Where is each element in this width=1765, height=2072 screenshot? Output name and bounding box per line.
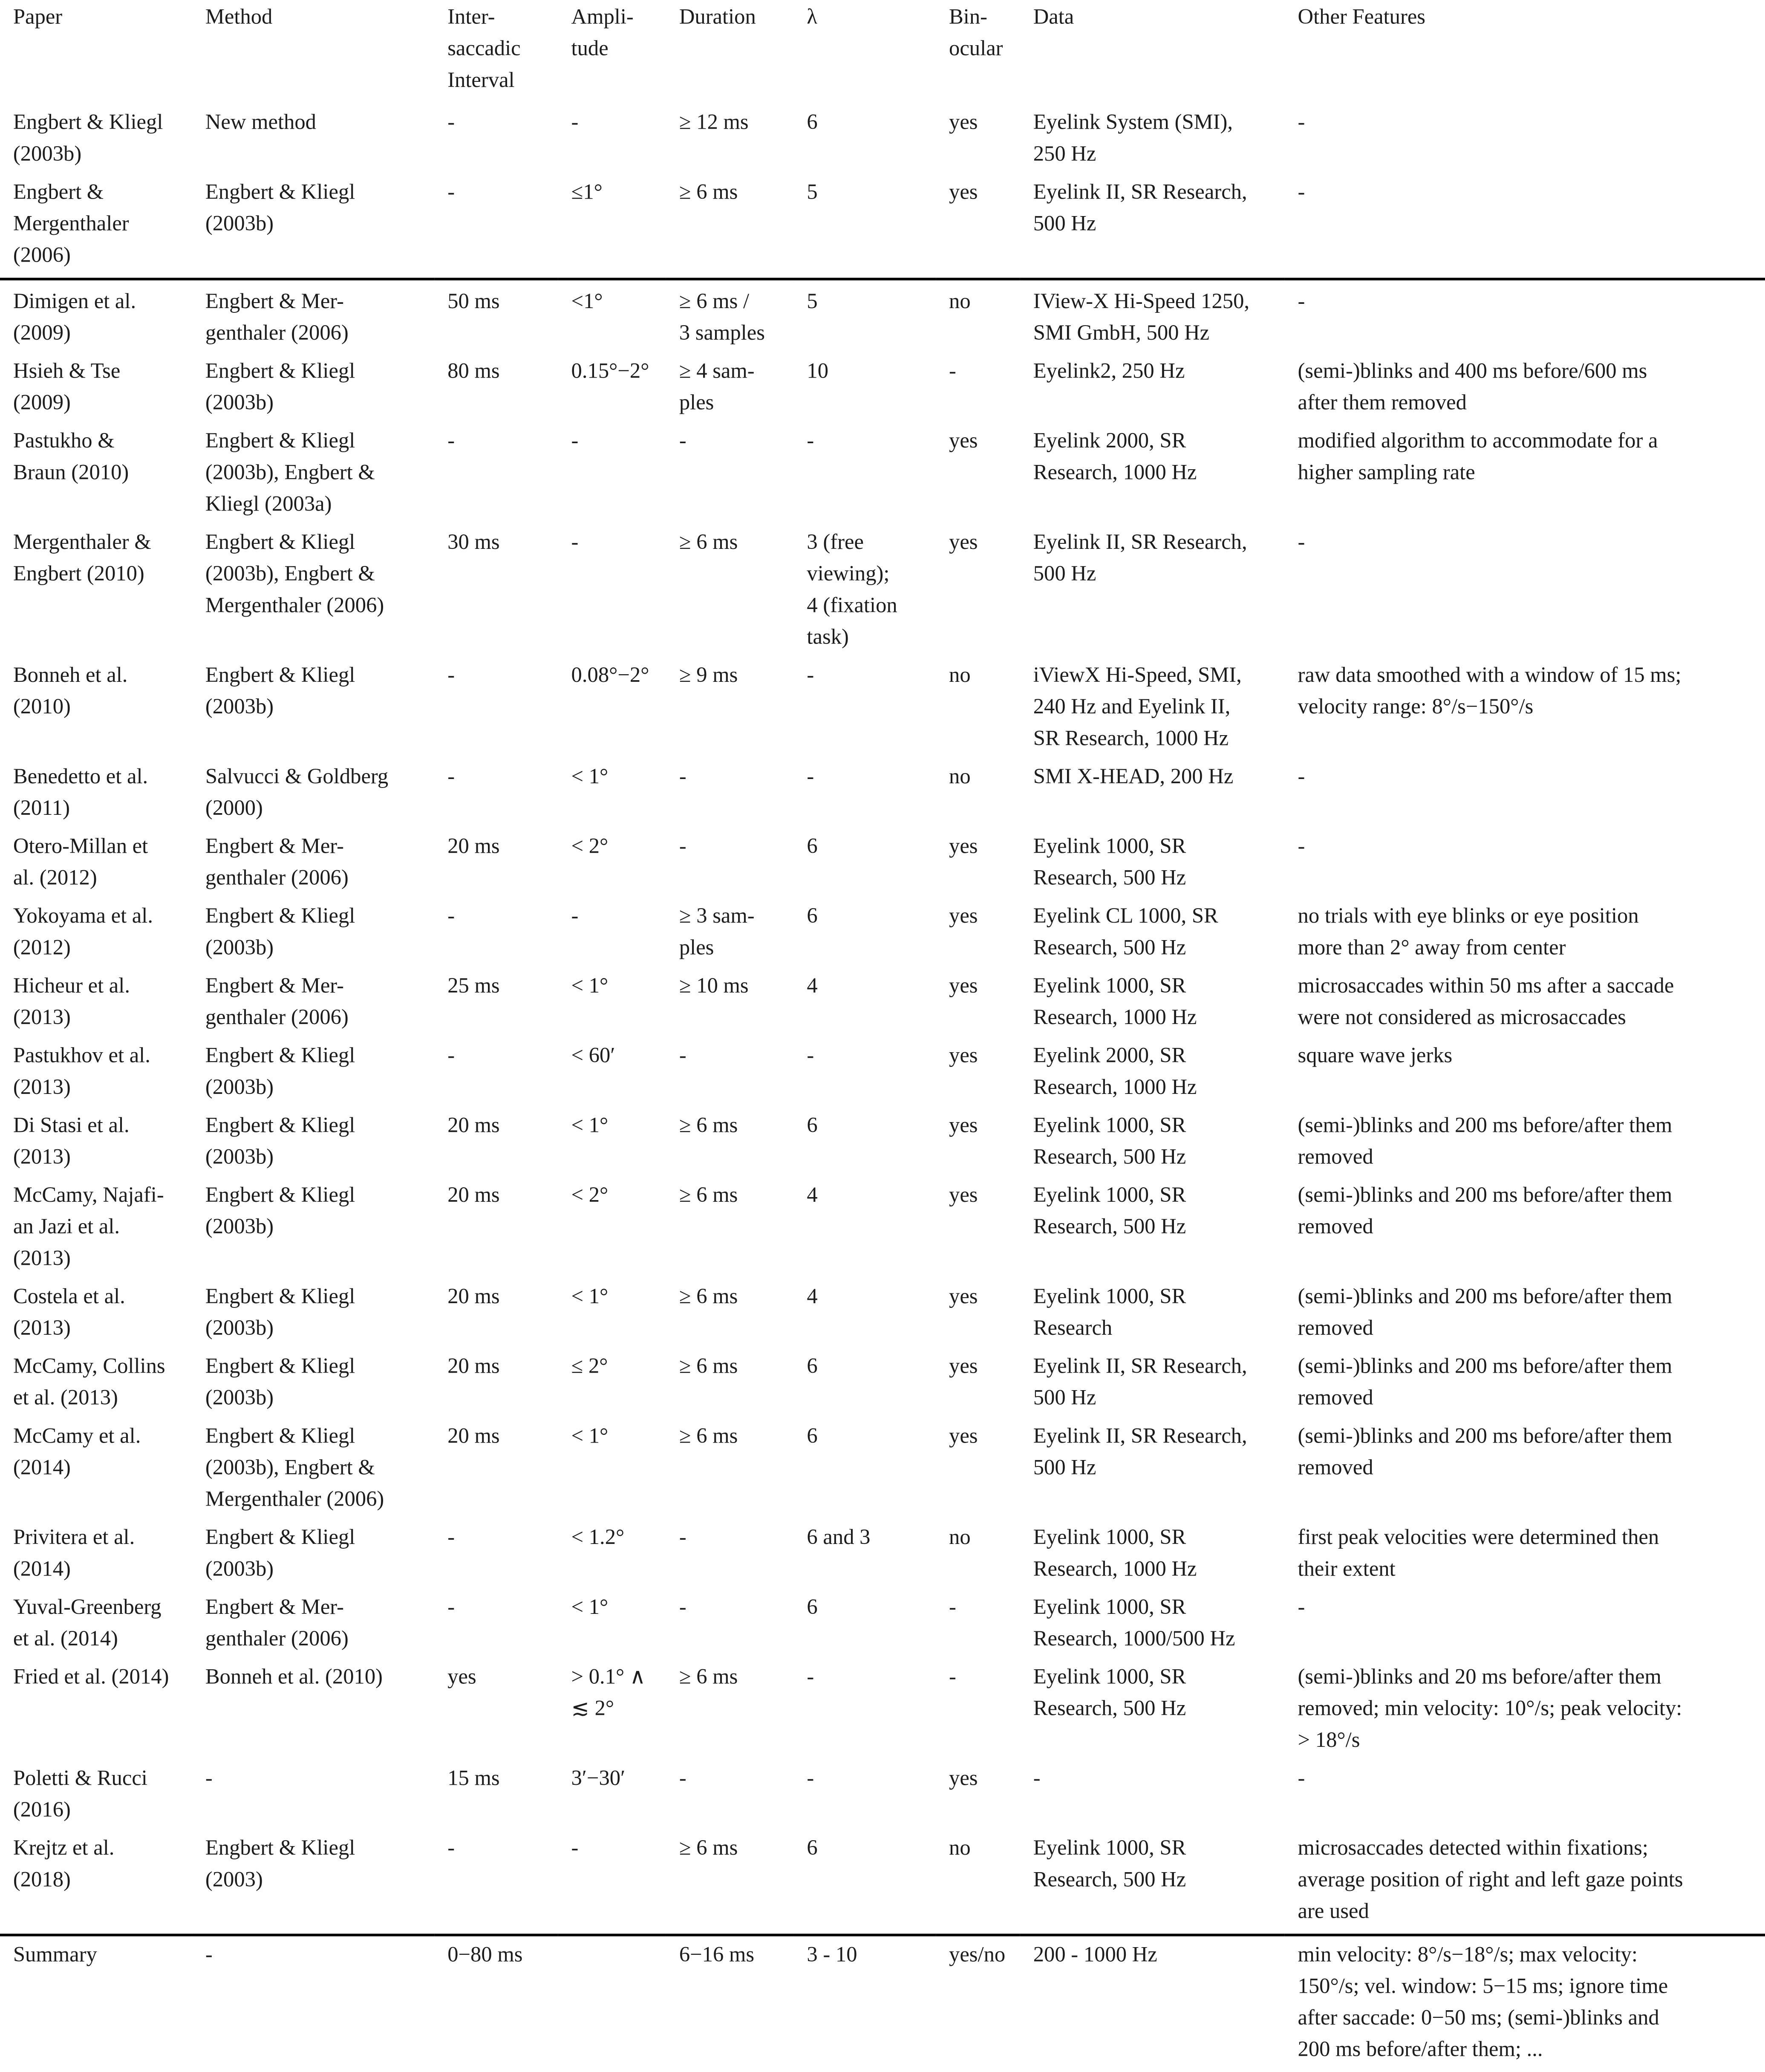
cell-paper: Engbert & Mergenthaler (2006): [13, 179, 129, 268]
cell-paper: Benedetto et al. (2011): [13, 763, 148, 820]
cell-data: Eyelink 1000, SR Research, 500 Hz: [1033, 1112, 1186, 1169]
table-row: [0, 831, 1765, 900]
cell-method: Engbert & Kliegl (2003b): [205, 1353, 355, 1410]
cell-other-features: (semi-)blinks and 200 ms before/after them removed: [1298, 1112, 1673, 1169]
cell-method: New method: [205, 109, 316, 135]
cell-lambda: -: [807, 1664, 814, 1689]
cell-method: -: [205, 1765, 213, 1790]
cell-lambda: 5: [794, 279, 936, 355]
cell-lambda: -: [807, 763, 814, 789]
cell-lambda: 6 and 3: [807, 1524, 871, 1550]
cell-other-features: no trials with eye blinks or eye position more than 2° away from center: [1298, 903, 1639, 960]
cell-binocular: yes: [949, 109, 978, 135]
cell-paper: Dimigen et al. (2009): [0, 279, 192, 355]
cell-binocular: -: [949, 358, 956, 383]
cell-lambda: 6: [807, 1594, 818, 1619]
cell-amplitude: ≤ 2°: [571, 1353, 608, 1378]
cell-amplitude: < 1°: [571, 1112, 609, 1137]
cell-intersaccadic-interval: -: [447, 427, 455, 453]
table-row: [0, 527, 1765, 660]
cell-lambda: 6: [807, 1835, 818, 1860]
cell-duration: ≥ 6 ms: [679, 1182, 738, 1207]
cell-intersaccadic-interval: 20 ms: [447, 1112, 500, 1137]
table-row: [0, 900, 1765, 970]
cell-binocular: yes: [949, 1283, 978, 1309]
cell-duration: ≥ 6 ms: [679, 179, 738, 204]
cell-duration: -: [679, 1524, 686, 1550]
cell-paper: Privitera et al. (2014): [13, 1524, 135, 1581]
cell-method: Engbert & Mer- genthaler (2006): [192, 279, 434, 355]
cell-binocular: -: [949, 1664, 956, 1689]
cell-intersaccadic-interval: 20 ms: [447, 1283, 500, 1309]
summary-cell-method: -: [192, 1935, 434, 2072]
cell-duration: ≥ 3 sam- ples: [679, 903, 755, 960]
cell-method: Engbert & Kliegl (2003b): [205, 358, 355, 415]
cell-other-features: (semi-)blinks and 20 ms before/after them removed; min velocity: 10°/s; peak velocity: > 18°/s: [1298, 1664, 1682, 1752]
cell-method: Engbert & Kliegl (2003b): [205, 1524, 355, 1581]
cell-method: Engbert & Kliegl (2003b): [205, 662, 355, 719]
summary-cell-paper: Summary: [0, 1935, 192, 2072]
cell-binocular: yes: [949, 1765, 978, 1790]
column-header-intersaccadic-interval: Inter- saccadic Interval: [447, 4, 521, 92]
cell-paper: McCamy et al. (2014): [13, 1423, 141, 1480]
cell-amplitude: < 60′: [571, 1042, 615, 1068]
cell-amplitude: < 1°: [571, 1283, 609, 1309]
cell-amplitude: ≤1°: [571, 179, 603, 204]
cell-data: Eyelink 2000, SR Research, 1000 Hz: [1033, 427, 1197, 485]
cell-lambda: 6: [807, 1423, 818, 1448]
cell-data: IView-X Hi-Speed 1250, SMI GmbH, 500 Hz: [1020, 279, 1285, 355]
cell-duration: ≥ 6 ms: [679, 1835, 738, 1860]
cell-duration: ≥ 12 ms: [679, 109, 749, 135]
cell-amplitude: < 1°: [571, 1594, 609, 1619]
cell-other-features: microsaccades within 50 ms after a saccade were not considered as microsaccades: [1298, 973, 1674, 1030]
cell-amplitude: -: [571, 427, 579, 453]
cell-method: Engbert & Kliegl (2003b): [205, 1182, 355, 1239]
cell-other-features: (semi-)blinks and 200 ms before/after them removed: [1298, 1283, 1673, 1340]
cell-binocular: yes: [949, 1423, 978, 1448]
cell-duration: ≥ 4 sam- ples: [679, 358, 755, 415]
cell-intersaccadic-interval: yes: [447, 1664, 476, 1689]
column-header-amplitude: Ampli- tude: [571, 4, 634, 61]
cell-method: Engbert & Kliegl (2003b): [205, 1042, 355, 1099]
table-row: [0, 659, 1765, 761]
cell-other-features: -: [1298, 109, 1305, 135]
cell-amplitude: 0.15°−2°: [571, 358, 649, 383]
cell-paper: McCamy, Collins et al. (2013): [13, 1353, 165, 1410]
table-row: [0, 1420, 1765, 1522]
cell-binocular: -: [949, 1594, 956, 1619]
table-row: [0, 1351, 1765, 1420]
column-header-duration: Duration: [679, 4, 756, 29]
cell-duration: -: [679, 427, 686, 453]
cell-amplitude: 3′−30′: [571, 1765, 626, 1790]
cell-intersaccadic-interval: -: [447, 763, 455, 789]
cell-paper: Di Stasi et al. (2013): [13, 1112, 130, 1169]
cell-amplitude: < 2°: [571, 833, 609, 858]
table-header: [0, 0, 1765, 107]
cell-other-features: (semi-)blinks and 400 ms before/600 ms after them removed: [1298, 358, 1647, 415]
cell-binocular: no: [936, 279, 1020, 355]
cell-other-features: -: [1298, 833, 1305, 858]
cell-amplitude: <1°: [558, 279, 666, 355]
table-row: [0, 1763, 1765, 1832]
cell-other-features: (semi-)blinks and 200 ms before/after them removed: [1298, 1423, 1673, 1480]
cell-other-features: -: [1298, 763, 1305, 789]
cell-intersaccadic-interval: 20 ms: [447, 1182, 500, 1207]
cell-other-features: modified algorithm to accommodate for a higher sampling rate: [1298, 427, 1658, 485]
cell-data: -: [1033, 1765, 1041, 1790]
cell-binocular: no: [949, 1835, 971, 1860]
cell-binocular: yes: [949, 179, 978, 204]
cell-paper: Yokoyama et al. (2012): [13, 903, 153, 960]
cell-paper: Pastukho & Braun (2010): [13, 427, 129, 485]
cell-binocular: no: [949, 763, 971, 789]
cell-amplitude: -: [571, 1835, 579, 1860]
cell-amplitude: > 0.1° ∧ ≲ 2°: [571, 1664, 646, 1721]
cell-lambda: 3 (free viewing); 4 (fixation task): [807, 529, 897, 649]
cell-intersaccadic-interval: -: [447, 1524, 455, 1550]
table-row: [0, 176, 1765, 279]
cell-lambda: -: [807, 427, 814, 453]
summary-cell-amplitude: [558, 1935, 666, 2072]
cell-method: Engbert & Kliegl (2003b), Engbert & Mergenthaler (2006): [205, 1423, 384, 1511]
cell-data: iViewX Hi-Speed, SMI, 240 Hz and Eyelink II, SR Research, 1000 Hz: [1033, 662, 1242, 750]
cell-intersaccadic-interval: 20 ms: [447, 833, 500, 858]
table-row: [0, 1110, 1765, 1180]
cell-other-features: -: [1298, 529, 1305, 554]
cell-intersaccadic-interval: -: [447, 1835, 455, 1860]
table-row: [0, 1040, 1765, 1110]
cell-paper: Hsieh & Tse (2009): [13, 358, 121, 415]
cell-method: Engbert & Kliegl (2003b): [205, 179, 355, 236]
cell-duration: ≥ 6 ms: [679, 1664, 738, 1689]
cell-other-features: raw data smoothed with a window of 15 ms; velocity range: 8°/s−150°/s: [1298, 662, 1681, 719]
cell-amplitude: < 2°: [571, 1182, 609, 1207]
cell-lambda: -: [807, 662, 814, 687]
cell-method: Salvucci & Goldberg (2000): [205, 763, 389, 820]
cell-other-features: first peak velocities were determined then their extent: [1298, 1524, 1659, 1581]
cell-method: Engbert & Kliegl (2003b): [205, 1112, 355, 1169]
cell-lambda: 6: [807, 109, 818, 135]
table-row: [0, 279, 1765, 355]
cell-method: Engbert & Mer- genthaler (2006): [205, 1594, 349, 1651]
cell-lambda: 6: [807, 1353, 818, 1378]
cell-data: Eyelink 1000, SR Research, 500 Hz: [1033, 1664, 1186, 1721]
cell-binocular: yes: [949, 833, 978, 858]
cell-method: Engbert & Mer- genthaler (2006): [205, 973, 349, 1030]
cell-amplitude: < 1.2°: [571, 1524, 625, 1550]
cell-amplitude: -: [571, 529, 579, 554]
cell-duration: ≥ 6 ms: [679, 1423, 738, 1448]
cell-lambda: 6: [807, 903, 818, 928]
cell-other-features: (semi-)blinks and 200 ms before/after them removed: [1298, 1182, 1673, 1239]
cell-amplitude: -: [571, 903, 579, 928]
cell-paper: McCamy, Najafi- an Jazi et al. (2013): [13, 1182, 164, 1270]
summary-cell-other-features: min velocity: 8°/s−18°/s; max velocity: 150°/s; vel. window: 5−15 ms; ignore time after saccade: 0−50 ms; (semi-)blinks and 200 ms before/after them; ...: [1285, 1935, 1765, 2072]
cell-other-features: microsaccades detected within fixations; average position of right and left gaze points are used: [1298, 1835, 1683, 1923]
cell-data: Eyelink 1000, SR Research, 500 Hz: [1033, 1182, 1186, 1239]
summary-row: [0, 1935, 1765, 2072]
cell-binocular: yes: [949, 1042, 978, 1068]
cell-binocular: yes: [949, 529, 978, 554]
cell-duration: -: [679, 763, 686, 789]
cell-data: Eyelink 1000, SR Research, 1000 Hz: [1033, 1524, 1197, 1581]
cell-data: Eyelink II, SR Research, 500 Hz: [1033, 529, 1247, 586]
cell-paper: Costela et al. (2013): [13, 1283, 125, 1340]
cell-binocular: no: [949, 1524, 971, 1550]
cell-amplitude: < 1°: [571, 973, 609, 998]
cell-paper: Pastukhov et al. (2013): [13, 1042, 150, 1099]
cell-data: Eyelink II, SR Research, 500 Hz: [1033, 179, 1247, 236]
table-row: [0, 1832, 1765, 1935]
cell-paper: Krejtz et al. (2018): [13, 1835, 115, 1892]
table-row: [0, 425, 1765, 527]
cell-intersaccadic-interval: 25 ms: [447, 973, 500, 998]
column-header-lambda: λ: [807, 4, 817, 29]
table-row: [0, 1661, 1765, 1763]
cell-lambda: 4: [807, 973, 818, 998]
cell-data: SMI X-HEAD, 200 Hz: [1033, 763, 1234, 789]
table-row: [0, 1180, 1765, 1281]
cell-intersaccadic-interval: -: [447, 903, 455, 928]
cell-binocular: yes: [949, 973, 978, 998]
cell-lambda: 6: [807, 1112, 818, 1137]
summary-cell-data: 200 - 1000 Hz: [1020, 1935, 1285, 2072]
cell-binocular: yes: [949, 903, 978, 928]
cell-duration: -: [679, 1042, 686, 1068]
cell-method: Engbert & Kliegl (2003b), Engbert & Kliegl (2003a): [205, 427, 375, 516]
cell-other-features: (semi-)blinks and 200 ms before/after them removed: [1298, 1353, 1673, 1410]
cell-binocular: yes: [949, 1182, 978, 1207]
table-row: [0, 1522, 1765, 1592]
cell-data: Eyelink CL 1000, SR Research, 500 Hz: [1033, 903, 1218, 960]
cell-duration: ≥ 6 ms: [679, 529, 738, 554]
cell-method: Bonneh et al. (2010): [205, 1664, 383, 1689]
column-header-data: Data: [1033, 4, 1074, 29]
cell-amplitude: < 1°: [571, 1423, 609, 1448]
cell-data: Eyelink 2000, SR Research, 1000 Hz: [1033, 1042, 1197, 1099]
cell-duration: ≥ 10 ms: [679, 973, 749, 998]
cell-method: Engbert & Kliegl (2003): [205, 1835, 355, 1892]
column-header-binocular: Bin- ocular: [949, 4, 1003, 61]
cell-data: Eyelink 1000, SR Research, 1000/500 Hz: [1033, 1594, 1235, 1651]
cell-data: Eyelink 1000, SR Research, 500 Hz: [1033, 833, 1186, 890]
cell-other-features: -: [1285, 279, 1765, 355]
cell-intersaccadic-interval: -: [447, 1594, 455, 1619]
column-header-other-features: Other Features: [1298, 4, 1426, 29]
table-row: [0, 355, 1765, 425]
cell-paper: Hicheur et al. (2013): [13, 973, 130, 1030]
cell-lambda: 10: [807, 358, 829, 383]
cell-binocular: no: [949, 662, 971, 687]
header-row: [0, 0, 1765, 107]
cell-intersaccadic-interval: -: [447, 662, 455, 687]
column-header-method: Method: [205, 4, 273, 29]
cell-intersaccadic-interval: -: [447, 109, 455, 135]
cell-lambda: 4: [807, 1283, 818, 1309]
table-row: [0, 1281, 1765, 1351]
cell-data: Eyelink 1000, SR Research: [1033, 1283, 1186, 1340]
cell-duration: ≥ 6 ms: [679, 1112, 738, 1137]
cell-lambda: 6: [807, 833, 818, 858]
cell-other-features: -: [1298, 1594, 1305, 1619]
cell-data: Eyelink2, 250 Hz: [1033, 358, 1185, 383]
cell-amplitude: < 1°: [571, 763, 609, 789]
cell-paper: Fried et al. (2014): [13, 1664, 169, 1689]
cell-duration: ≥ 6 ms: [679, 1353, 738, 1378]
cell-paper: Mergenthaler & Engbert (2010): [13, 529, 151, 586]
table-row: [0, 761, 1765, 831]
summary-cell-lambda: 3 - 10: [794, 1935, 936, 2072]
cell-lambda: -: [807, 1042, 814, 1068]
cell-method: Engbert & Kliegl (2003b): [205, 1283, 355, 1340]
cell-binocular: yes: [949, 1112, 978, 1137]
cell-method: Engbert & Kliegl (2003b): [205, 903, 355, 960]
cell-duration: ≥ 9 ms: [679, 662, 738, 687]
cell-intersaccadic-interval: 20 ms: [447, 1423, 500, 1448]
cell-paper: Yuval-Greenberg et al. (2014): [13, 1594, 162, 1651]
cell-lambda: 5: [807, 179, 818, 204]
summary-cell-intersaccadic-interval: 0−80 ms: [434, 1935, 558, 2072]
cell-data: Eyelink 1000, SR Research, 500 Hz: [1033, 1835, 1186, 1892]
table-row: [0, 1591, 1765, 1661]
cell-intersaccadic-interval: 15 ms: [447, 1765, 500, 1790]
cell-intersaccadic-interval: 20 ms: [447, 1353, 500, 1378]
cell-duration: -: [679, 833, 686, 858]
cell-data: Eyelink II, SR Research, 500 Hz: [1033, 1353, 1247, 1410]
cell-other-features: -: [1298, 179, 1305, 204]
cell-duration: ≥ 6 ms: [679, 1283, 738, 1309]
summary-cell-duration: 6−16 ms: [666, 1935, 794, 2072]
cell-lambda: 4: [807, 1182, 818, 1207]
cell-amplitude: 0.08°−2°: [571, 662, 649, 687]
cell-amplitude: -: [571, 109, 579, 135]
cell-duration: -: [679, 1765, 686, 1790]
cell-intersaccadic-interval: 50 ms: [434, 279, 558, 355]
cell-binocular: yes: [949, 1353, 978, 1378]
cell-paper: Poletti & Rucci (2016): [13, 1765, 147, 1822]
column-header-paper: Paper: [13, 4, 63, 29]
table-row: [0, 107, 1765, 176]
cell-binocular: yes: [949, 427, 978, 453]
cell-method: Engbert & Mer- genthaler (2006): [205, 833, 349, 890]
cell-other-features: -: [1298, 1765, 1305, 1790]
cell-method: Engbert & Kliegl (2003b), Engbert & Mergenthaler (2006): [205, 529, 384, 618]
cell-intersaccadic-interval: 30 ms: [447, 529, 500, 554]
cell-intersaccadic-interval: 80 ms: [447, 358, 500, 383]
cell-data: Eyelink 1000, SR Research, 1000 Hz: [1033, 973, 1197, 1030]
cell-paper: Bonneh et al. (2010): [13, 662, 128, 719]
table-body: [0, 107, 1765, 2072]
table-row: [0, 970, 1765, 1040]
cell-lambda: -: [807, 1765, 814, 1790]
cell-duration: -: [679, 1594, 686, 1619]
cell-intersaccadic-interval: -: [447, 1042, 455, 1068]
cell-paper: Otero-Millan et al. (2012): [13, 833, 148, 890]
cell-intersaccadic-interval: -: [447, 179, 455, 204]
cell-other-features: square wave jerks: [1298, 1042, 1453, 1068]
cell-paper: Engbert & Kliegl (2003b): [13, 109, 163, 166]
cell-duration: ≥ 6 ms / 3 samples: [666, 279, 794, 355]
summary-cell-binocular: yes/no: [936, 1935, 1020, 2072]
cell-data: Eyelink System (SMI), 250 Hz: [1033, 109, 1233, 166]
cell-data: Eyelink II, SR Research, 500 Hz: [1033, 1423, 1247, 1480]
